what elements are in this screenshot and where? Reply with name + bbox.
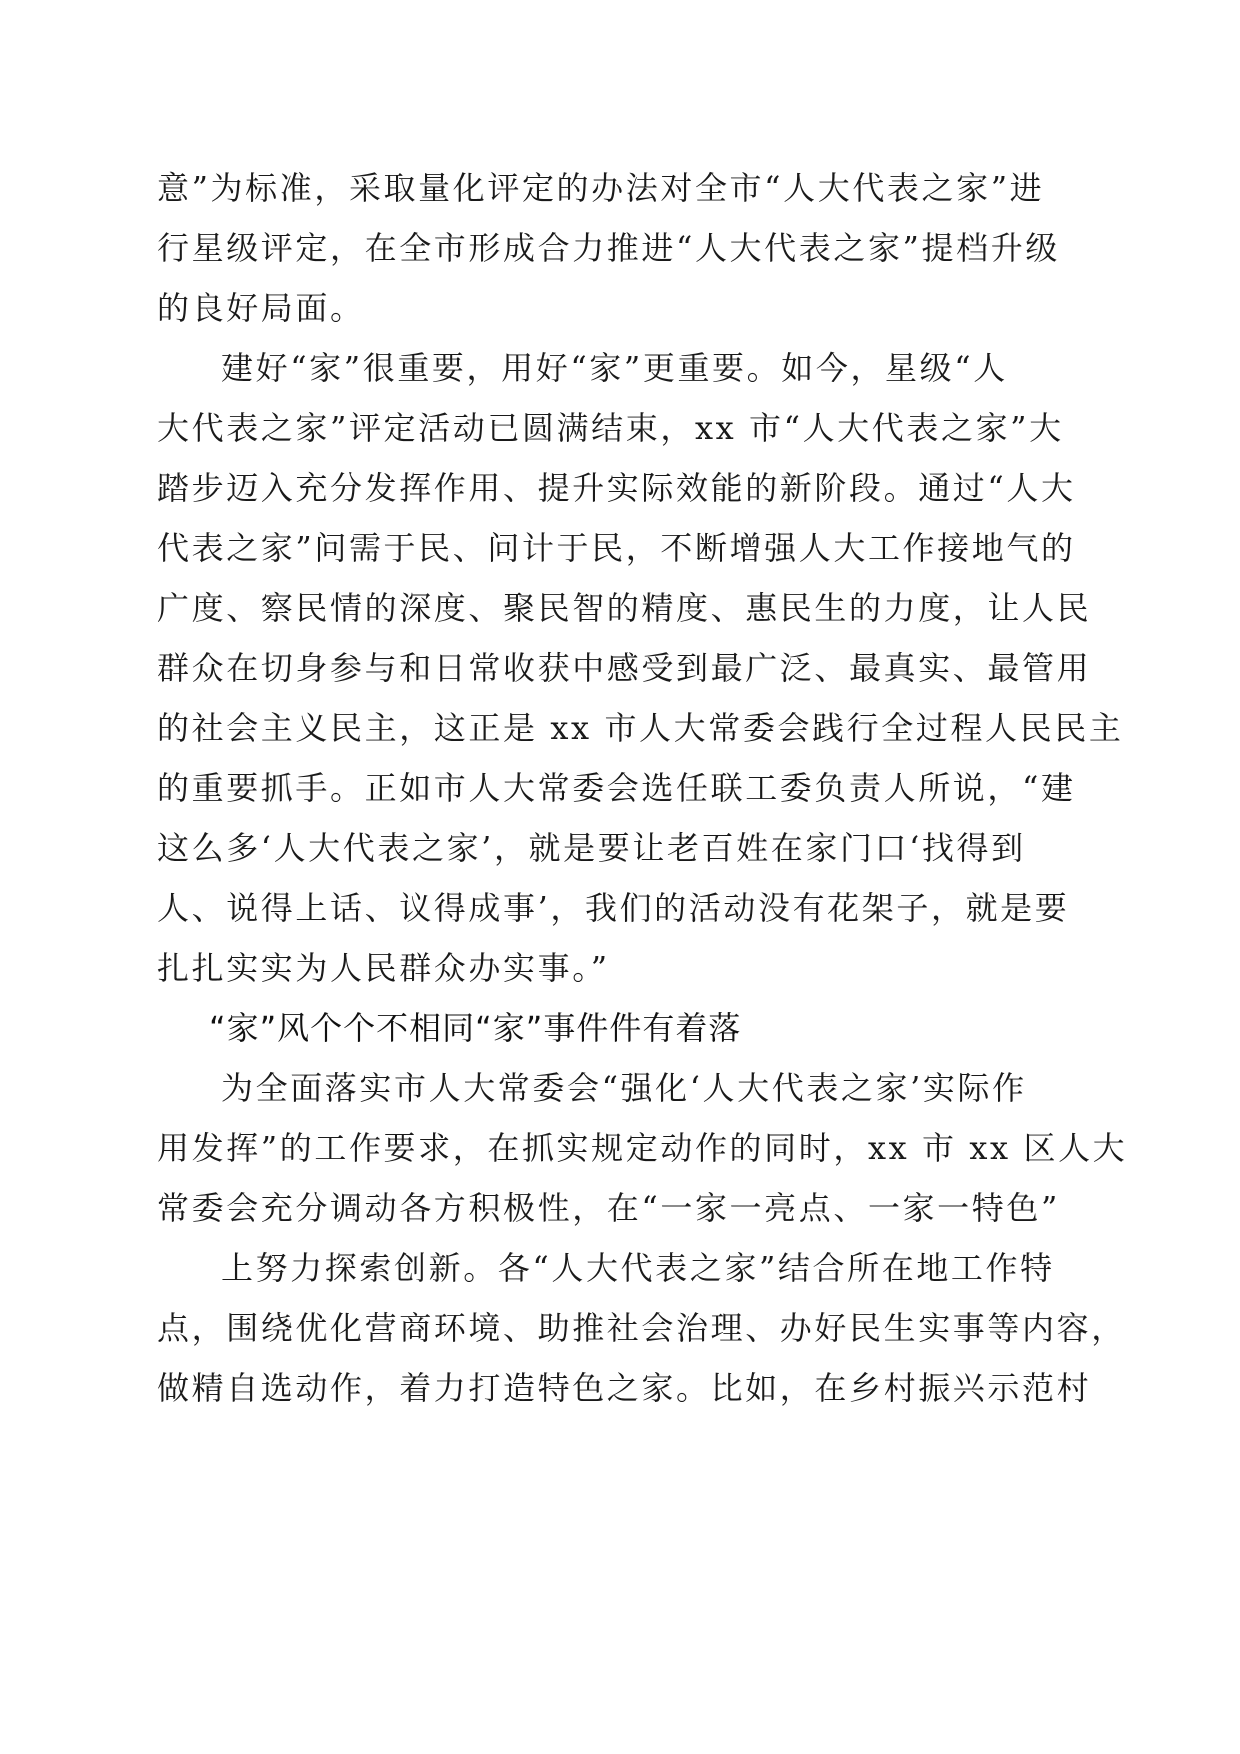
paragraph-line: 的重要抓手。正如市人大常委会选任联工委负责人所说，“建: [157, 769, 1076, 807]
paragraph-line: 为全面落实市人大常委会“强化‘人大代表之家’实际作: [221, 1069, 1027, 1107]
paragraph-line: 上努力探索创新。各“人大代表之家”结合所在地工作特: [221, 1249, 1055, 1287]
paragraph-line: 意”为标准，采取量化评定的办法对全市“人大代表之家”进: [157, 169, 1045, 207]
paragraph-line: 广度、察民情的深度、聚民智的精度、惠民生的力度，让人民: [157, 589, 1092, 627]
paragraph-line: 用发挥”的工作要求，在抓实规定动作的同时，xx 市 xx 区人大: [157, 1129, 1128, 1167]
paragraph-line: 点，围绕优化营商环境、助推社会治理、办好民生实事等内容，: [157, 1309, 1126, 1347]
paragraph-line: 的社会主义民主，这正是 xx 市人大常委会践行全过程人民民主: [157, 709, 1124, 747]
paragraph-line: 大代表之家”评定活动已圆满结束，xx 市“人大代表之家”大: [157, 409, 1064, 447]
paragraph-line: 这么多‘人大代表之家’，就是要让老百姓在家门口‘找得到: [157, 829, 1026, 867]
paragraph-line: 踏步迈入充分发挥作用、提升实际效能的新阶段。通过“人大: [157, 469, 1076, 507]
section-heading: “家”风个个不相同“家”事件件有着落: [209, 1009, 742, 1047]
paragraph-line: 代表之家”问需于民、问计于民，不断增强人大工作接地气的: [157, 529, 1076, 567]
paragraph-line: 扎扎实实为人民群众办实事。”: [157, 949, 610, 987]
paragraph-line: 的良好局面。: [157, 289, 365, 327]
paragraph-line: 常委会充分调动各方积极性，在“一家一亮点、一家一特色”: [157, 1189, 1060, 1227]
paragraph-line: 做精自选动作，着力打造特色之家。比如，在乡村振兴示范村: [157, 1369, 1092, 1407]
paragraph-line: 人、说得上话、议得成事’，我们的活动没有花架子，就是要: [157, 889, 1070, 927]
paragraph-line: 群众在切身参与和日常收获中感受到最广泛、最真实、最管用: [157, 649, 1092, 687]
paragraph-line: 行星级评定，在全市形成合力推进“人大代表之家”提档升级: [157, 229, 1060, 267]
paragraph-line: 建好“家”很重要，用好“家”更重要。如今，星级“人: [221, 349, 1008, 387]
